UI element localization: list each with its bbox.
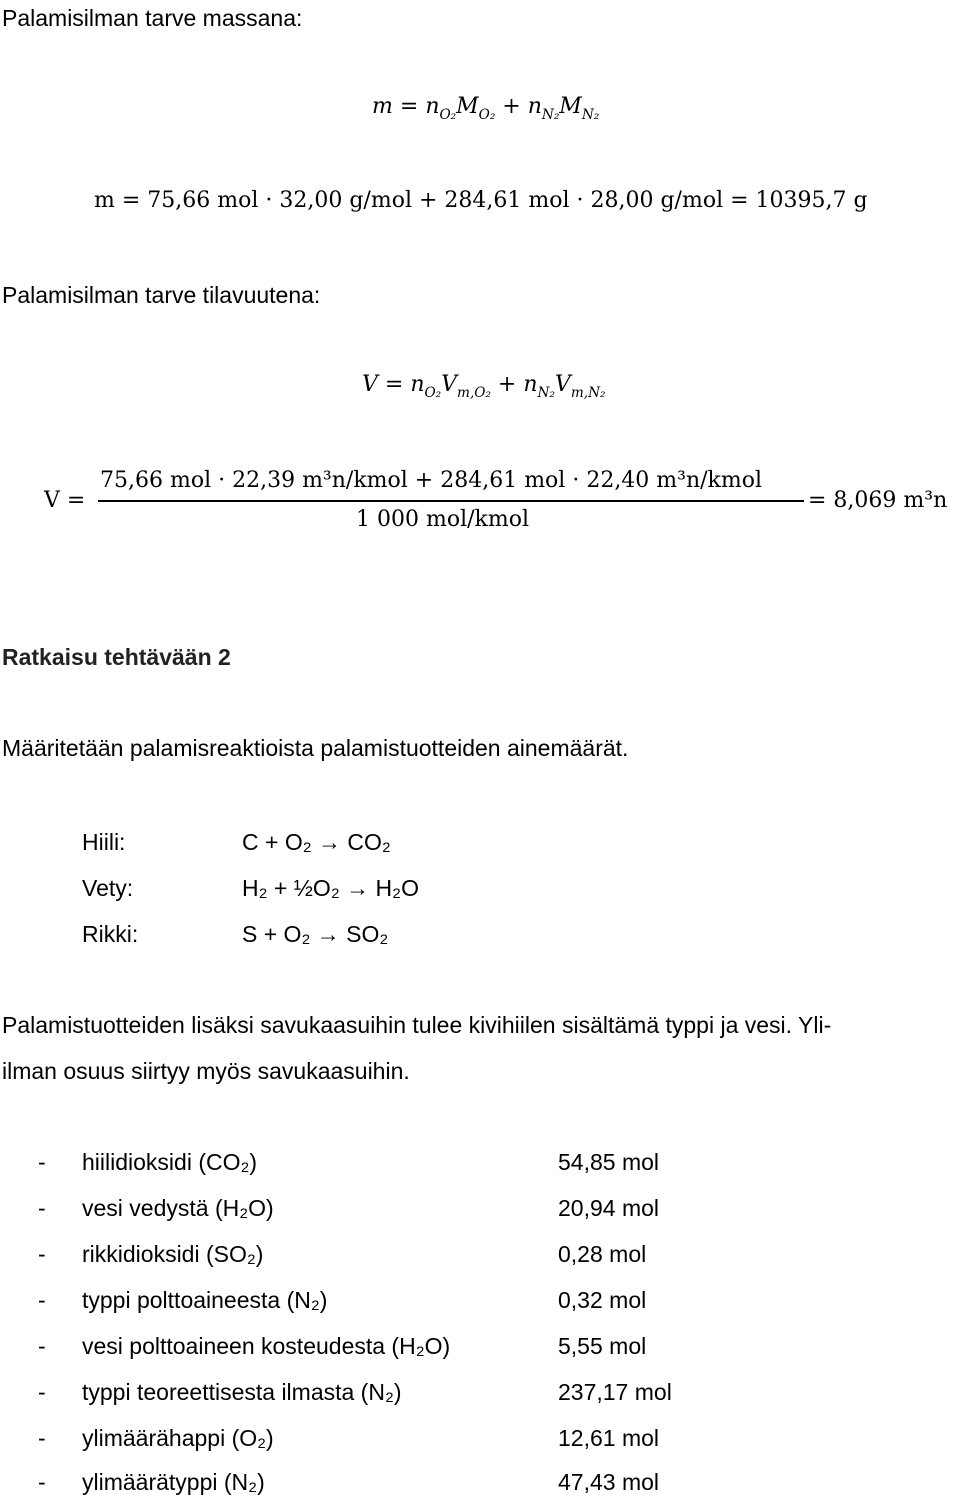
- reaction-label-sulfur: Rikki:: [82, 921, 139, 947]
- product-name: vesi polttoaineen kosteudesta (H₂O): [82, 1333, 451, 1359]
- reaction-equation-carbon: C + O₂ → CO₂: [242, 829, 391, 855]
- paragraph-line-1: Palamistuotteiden lisäksi savukaasuihin tulee kivihiilen sisältämä typpi ja vesi. Yli-: [2, 1012, 832, 1038]
- intro-text: Määritetään palamisreaktioista palamistuotteiden ainemäärät.: [2, 735, 629, 761]
- product-amount: 20,94 mol: [558, 1195, 660, 1221]
- product-name: ylimäärätyppi (N₂): [82, 1469, 265, 1495]
- heading-mass: Palamisilman tarve massana:: [2, 5, 303, 31]
- list-bullet: -: [38, 1333, 46, 1359]
- equation-mass-calculation: m = 75,66 mol · 32,00 g/mol + 284,61 mol · 28,00 g/mol = 10395,7 g: [94, 188, 868, 213]
- heading-volume: Palamisilman tarve tilavuutena:: [2, 282, 321, 308]
- eq-m: m: [372, 94, 393, 119]
- product-name: rikkidioksidi (SO₂): [82, 1241, 264, 1267]
- list-bullet: -: [38, 1149, 46, 1175]
- equation-volume-definition: $V = n_{O_2}V_{m,O_2} + n_{N_2}V_{m,N_2}$: [362, 372, 606, 402]
- list-bullet: -: [38, 1195, 46, 1221]
- list-bullet: -: [38, 1379, 46, 1405]
- product-name: vesi vedystä (H₂O): [82, 1195, 274, 1221]
- eq-n-o2: n: [425, 94, 440, 119]
- equation-volume-result: = 8,069 m³n: [808, 488, 948, 513]
- equation-mass-definition: $m = n_{O_2}M_{O_2} + n_{N_2}M_{N_2}$: [372, 94, 600, 124]
- product-amount: 47,43 mol: [558, 1469, 660, 1495]
- reaction-equation-sulfur: S + O₂ → SO₂: [242, 921, 389, 947]
- product-amount: 12,61 mol: [558, 1425, 660, 1451]
- reaction-label-hydrogen: Vety:: [82, 875, 134, 901]
- product-name: typpi teoreettisesta ilmasta (N₂): [82, 1379, 402, 1405]
- product-amount: 5,55 mol: [558, 1333, 647, 1359]
- eq-n-n2: n: [527, 94, 542, 119]
- equation-volume-numerator: 75,66 mol · 22,39 m³n/kmol + 284,61 mol · 22,40 m³n/kmol: [100, 468, 763, 493]
- reaction-label-carbon: Hiili:: [82, 829, 126, 855]
- reaction-equation-hydrogen: H₂ + ½O₂ → H₂O: [242, 875, 419, 901]
- list-bullet: -: [38, 1241, 46, 1267]
- product-amount: 237,17 mol: [558, 1379, 672, 1405]
- list-bullet: -: [38, 1287, 46, 1313]
- product-amount: 54,85 mol: [558, 1149, 660, 1175]
- list-bullet: -: [38, 1425, 46, 1451]
- product-name: typpi polttoaineesta (N₂): [82, 1287, 328, 1313]
- list-bullet: -: [38, 1469, 46, 1495]
- equation-volume-denominator: 1 000 mol/kmol: [356, 507, 530, 532]
- product-name: ylimäärähappi (O₂): [82, 1425, 274, 1451]
- product-amount: 0,32 mol: [558, 1287, 647, 1313]
- product-name: hiilidioksidi (CO₂): [82, 1149, 258, 1175]
- equation-volume-lhs: V =: [44, 488, 86, 513]
- product-amount: 0,28 mol: [558, 1241, 647, 1267]
- section-title: Ratkaisu tehtävään 2: [2, 644, 231, 670]
- fraction-bar: [98, 500, 804, 502]
- paragraph-line-2: ilman osuus siirtyy myös savukaasuihin.: [2, 1058, 410, 1084]
